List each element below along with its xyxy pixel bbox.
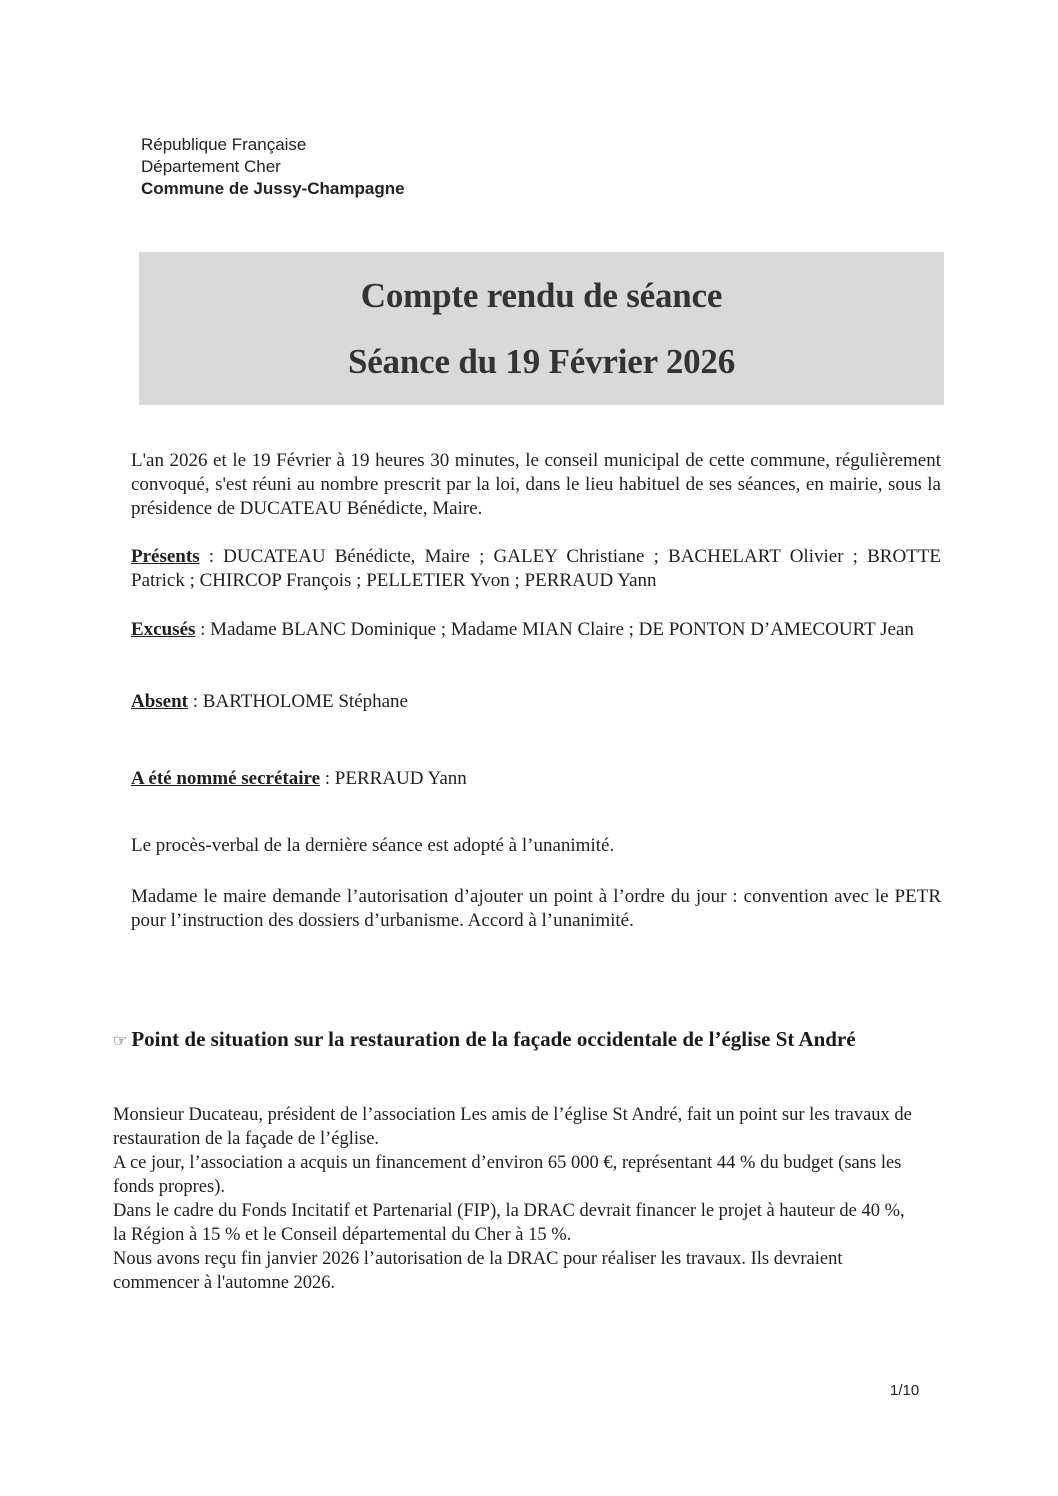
secretary-name: : PERRAUD Yann <box>320 768 467 789</box>
header-republic: République Française <box>141 135 307 154</box>
excuses-paragraph <box>131 618 941 642</box>
header-commune: Commune de Jussy-Champagne <box>141 179 405 198</box>
section-body <box>113 1103 913 1295</box>
absent-paragraph <box>131 690 941 714</box>
agenda-addition-paragraph: Madame le maire demande l’autorisation d’ajouter un point à l’ordre du jour : convention avec le PETR pour l’instruction des dossiers d’urbanisme. Accord à l’unanimité. <box>131 886 941 931</box>
page-number: 1/10 <box>890 1382 920 1399</box>
section-heading-text: Point de situation sur la restauration de la façade occidentale de l’église St André <box>131 1027 856 1051</box>
absent-label: Absent <box>131 691 189 712</box>
municipality-header <box>141 134 405 200</box>
section-paragraph: Dans le cadre du Fonds Incitatif et Partenarial (FIP), la DRAC devrait financer le projet à hauteur de 40 %, la Région à 15 % et le Conseil départemental du Cher à 15 %. <box>113 1201 905 1245</box>
intro-paragraph: L'an 2026 et le 19 Février à 19 heures 30 minutes, le conseil municipal de cette commune, régulièrement convoqué, s'est réuni au nombre prescrit par la loi, dans le lieu habituel de ses séances, en mairie, sous la présidence de DUCATEAU Bénédicte, Maire. <box>131 450 941 519</box>
secretary-label: A été nommé secrétaire <box>131 768 321 789</box>
session-date-title: Séance du 19 Février 2026 <box>347 342 736 381</box>
section-paragraph: Monsieur Ducateau, président de l’association Les amis de l’église St André, fait un point sur les travaux de restauration de la façade de l’église. <box>113 1105 912 1149</box>
presents-label: Présents <box>131 546 200 567</box>
document-title-box <box>139 252 944 405</box>
absent-list: : BARTHOLOME Stéphane <box>188 691 408 712</box>
pv-adopted-paragraph: Le procès-verbal de la dernière séance est adopté à l’unanimité. <box>131 835 615 856</box>
section-paragraph: A ce jour, l’association a acquis un financement d’environ 65 000 €, représentant 44 % du budget (sans les fonds propres). <box>113 1153 902 1197</box>
section-paragraph: Nous avons reçu fin janvier 2026 l’autorisation de la DRAC pour réaliser les travaux. Ils devraient commencer à l'automne 2026. <box>113 1249 843 1293</box>
excuses-label: Excusés <box>131 619 196 640</box>
pointing-hand-icon: ☞ <box>113 1033 128 1050</box>
secretary-paragraph <box>131 767 941 791</box>
excuses-list: : Madame BLANC Dominique ; Madame MIAN Claire ; DE PONTON D’AMECOURT Jean <box>195 619 914 640</box>
document-title: Compte rendu de séance <box>360 276 723 315</box>
presents-paragraph <box>131 545 941 593</box>
header-department: Département Cher <box>141 157 281 176</box>
section-heading <box>113 1026 943 1055</box>
presents-list: : DUCATEAU Bénédicte, Maire ; GALEY Christiane ; BACHELART Olivier ; BROTTE Patrick ; CHIRCOP François ; PELLETIER Yvon ; PERRAUD Yann <box>131 546 941 591</box>
